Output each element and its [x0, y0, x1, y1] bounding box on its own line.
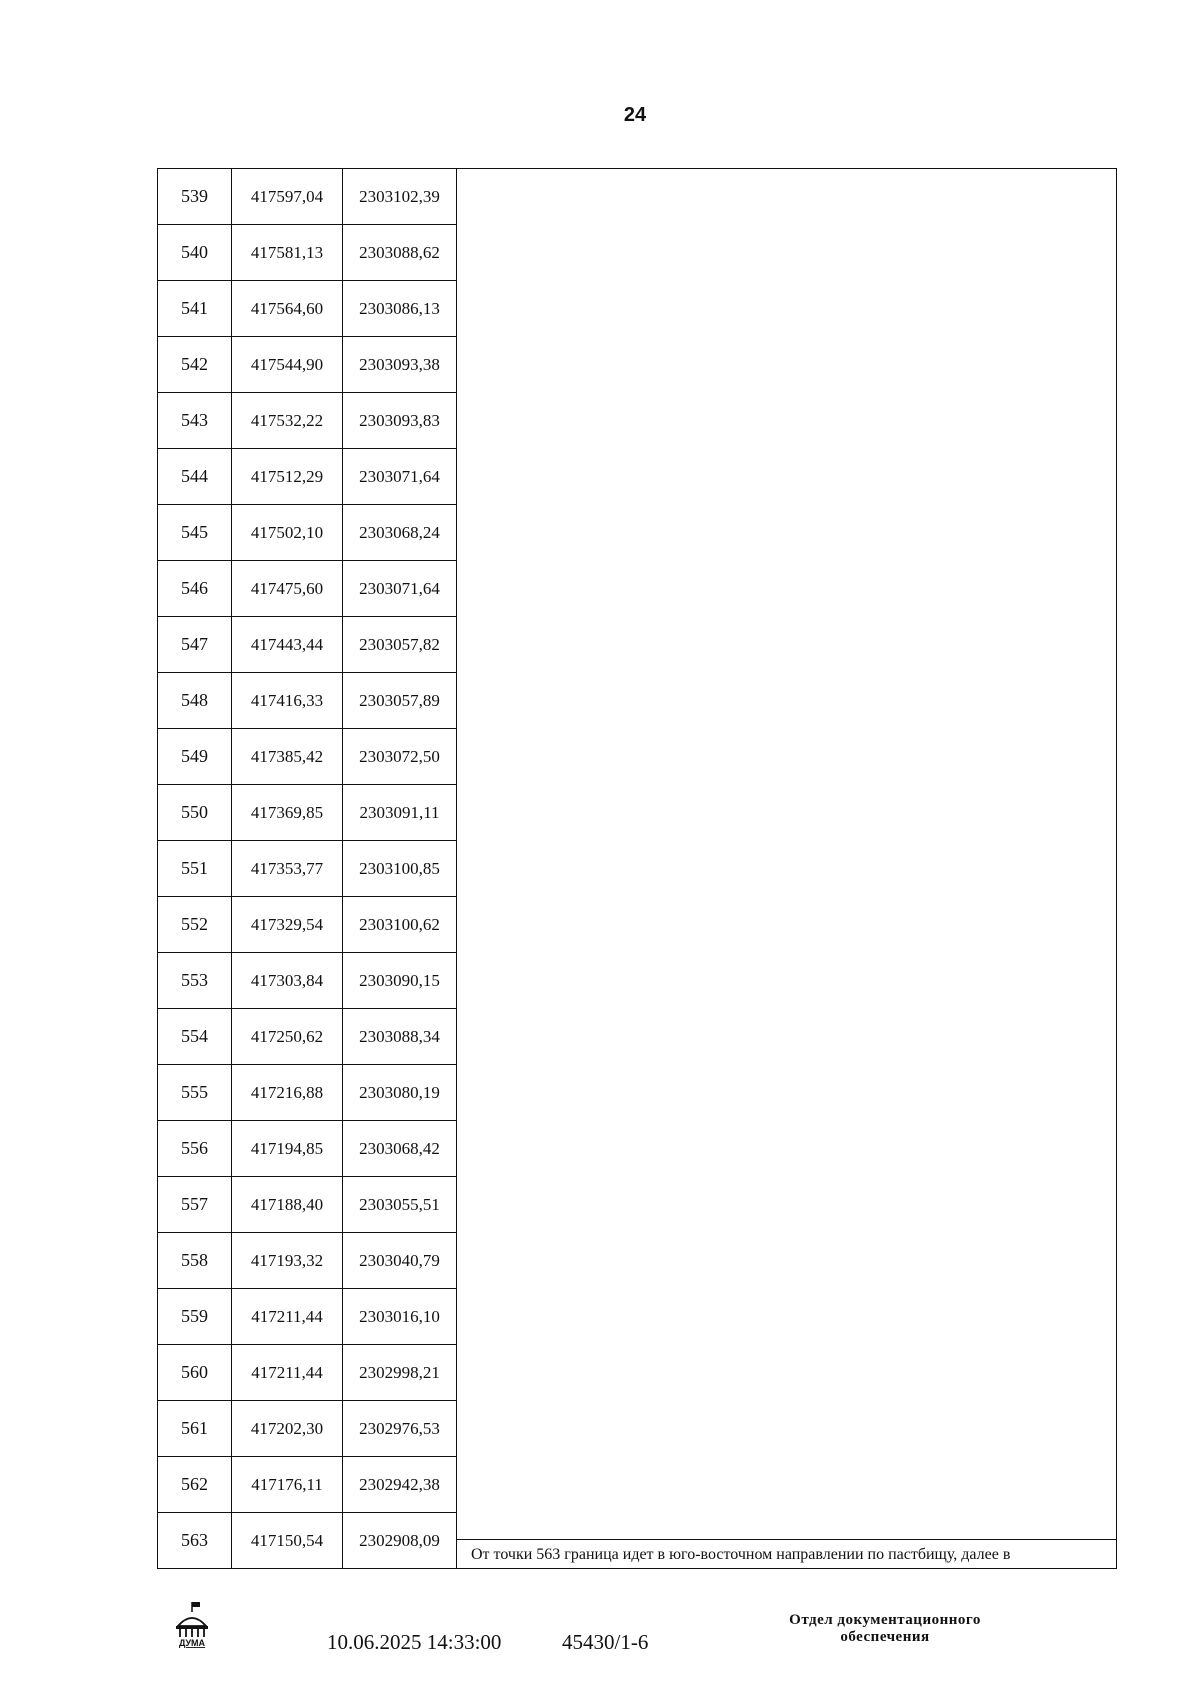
point-number-cell: 549 — [158, 729, 232, 785]
x-coordinate-cell: 417544,90 — [232, 337, 343, 393]
table-body — [158, 169, 1117, 1569]
boundary-description: От точки 563 граница идет в юго-восточном направлении по пастбищу, далее в — [457, 1539, 1116, 1564]
description-cell — [457, 169, 1117, 1569]
x-coordinate-cell: 417211,44 — [232, 1289, 343, 1345]
logo-text: ДУМА — [178, 1638, 206, 1648]
x-coordinate-cell: 417369,85 — [232, 785, 343, 841]
x-coordinate-cell: 417564,60 — [232, 281, 343, 337]
y-coordinate-cell: 2303088,34 — [343, 1009, 457, 1065]
point-number-cell: 543 — [158, 393, 232, 449]
x-coordinate-cell: 417194,85 — [232, 1121, 343, 1177]
timestamp: 10.06.2025 14:33:00 — [327, 1630, 502, 1654]
y-coordinate-cell: 2303100,62 — [343, 897, 457, 953]
y-coordinate-cell: 2303071,64 — [343, 449, 457, 505]
point-number-cell: 540 — [158, 225, 232, 281]
duma-logo-icon — [170, 1600, 214, 1648]
y-coordinate-cell: 2302942,38 — [343, 1457, 457, 1513]
y-coordinate-cell: 2303100,85 — [343, 841, 457, 897]
point-number-cell: 539 — [158, 169, 232, 225]
page-footer — [0, 1600, 1200, 1680]
y-coordinate-cell: 2303040,79 — [343, 1233, 457, 1289]
point-number-cell: 548 — [158, 673, 232, 729]
point-number-cell: 552 — [158, 897, 232, 953]
point-number-cell: 545 — [158, 505, 232, 561]
y-coordinate-cell: 2302908,09 — [343, 1513, 457, 1569]
point-number-cell: 560 — [158, 1345, 232, 1401]
y-coordinate-cell: 2302976,53 — [343, 1401, 457, 1457]
department-line-2: обеспечения — [840, 1629, 930, 1645]
x-coordinate-cell: 417211,44 — [232, 1345, 343, 1401]
y-coordinate-cell: 2303071,64 — [343, 561, 457, 617]
x-coordinate-cell: 417385,42 — [232, 729, 343, 785]
x-coordinate-cell: 417303,84 — [232, 953, 343, 1009]
x-coordinate-cell: 417329,54 — [232, 897, 343, 953]
table-row — [158, 169, 1117, 225]
point-number-cell: 558 — [158, 1233, 232, 1289]
y-coordinate-cell: 2303093,38 — [343, 337, 457, 393]
point-number-cell: 541 — [158, 281, 232, 337]
x-coordinate-cell: 417193,32 — [232, 1233, 343, 1289]
x-coordinate-cell: 417475,60 — [232, 561, 343, 617]
point-number-cell: 557 — [158, 1177, 232, 1233]
department-line-1: Отдел документационного — [789, 1612, 981, 1628]
y-coordinate-cell: 2303088,62 — [343, 225, 457, 281]
x-coordinate-cell: 417502,10 — [232, 505, 343, 561]
point-number-cell: 546 — [158, 561, 232, 617]
y-coordinate-cell: 2303090,15 — [343, 953, 457, 1009]
y-coordinate-cell: 2303016,10 — [343, 1289, 457, 1345]
point-number-cell: 561 — [158, 1401, 232, 1457]
point-number-cell: 559 — [158, 1289, 232, 1345]
point-number-cell: 554 — [158, 1009, 232, 1065]
document-id: 45430/1-6 — [562, 1630, 649, 1654]
y-coordinate-cell: 2303091,11 — [343, 785, 457, 841]
y-coordinate-cell: 2303072,50 — [343, 729, 457, 785]
point-number-cell: 547 — [158, 617, 232, 673]
x-coordinate-cell: 417443,44 — [232, 617, 343, 673]
y-coordinate-cell: 2302998,21 — [343, 1345, 457, 1401]
point-number-cell: 550 — [158, 785, 232, 841]
x-coordinate-cell: 417150,54 — [232, 1513, 343, 1569]
x-coordinate-cell: 417353,77 — [232, 841, 343, 897]
x-coordinate-cell: 417188,40 — [232, 1177, 343, 1233]
point-number-cell: 556 — [158, 1121, 232, 1177]
coordinates-table — [157, 168, 1117, 1569]
y-coordinate-cell: 2303086,13 — [343, 281, 457, 337]
x-coordinate-cell: 417216,88 — [232, 1065, 343, 1121]
y-coordinate-cell: 2303057,89 — [343, 673, 457, 729]
y-coordinate-cell: 2303057,82 — [343, 617, 457, 673]
y-coordinate-cell: 2303068,42 — [343, 1121, 457, 1177]
point-number-cell: 555 — [158, 1065, 232, 1121]
y-coordinate-cell: 2303093,83 — [343, 393, 457, 449]
x-coordinate-cell: 417416,33 — [232, 673, 343, 729]
point-number-cell: 544 — [158, 449, 232, 505]
x-coordinate-cell: 417250,62 — [232, 1009, 343, 1065]
y-coordinate-cell: 2303102,39 — [343, 169, 457, 225]
page-number: 24 — [623, 104, 647, 126]
x-coordinate-cell: 417597,04 — [232, 169, 343, 225]
point-number-cell: 562 — [158, 1457, 232, 1513]
point-number-cell: 553 — [158, 953, 232, 1009]
x-coordinate-cell: 417581,13 — [232, 225, 343, 281]
x-coordinate-cell: 417176,11 — [232, 1457, 343, 1513]
y-coordinate-cell: 2303068,24 — [343, 505, 457, 561]
x-coordinate-cell: 417512,29 — [232, 449, 343, 505]
point-number-cell: 551 — [158, 841, 232, 897]
x-coordinate-cell: 417202,30 — [232, 1401, 343, 1457]
department-stamp — [735, 1612, 1035, 1646]
point-number-cell: 563 — [158, 1513, 232, 1569]
point-number-cell: 542 — [158, 337, 232, 393]
y-coordinate-cell: 2303080,19 — [343, 1065, 457, 1121]
y-coordinate-cell: 2303055,51 — [343, 1177, 457, 1233]
x-coordinate-cell: 417532,22 — [232, 393, 343, 449]
